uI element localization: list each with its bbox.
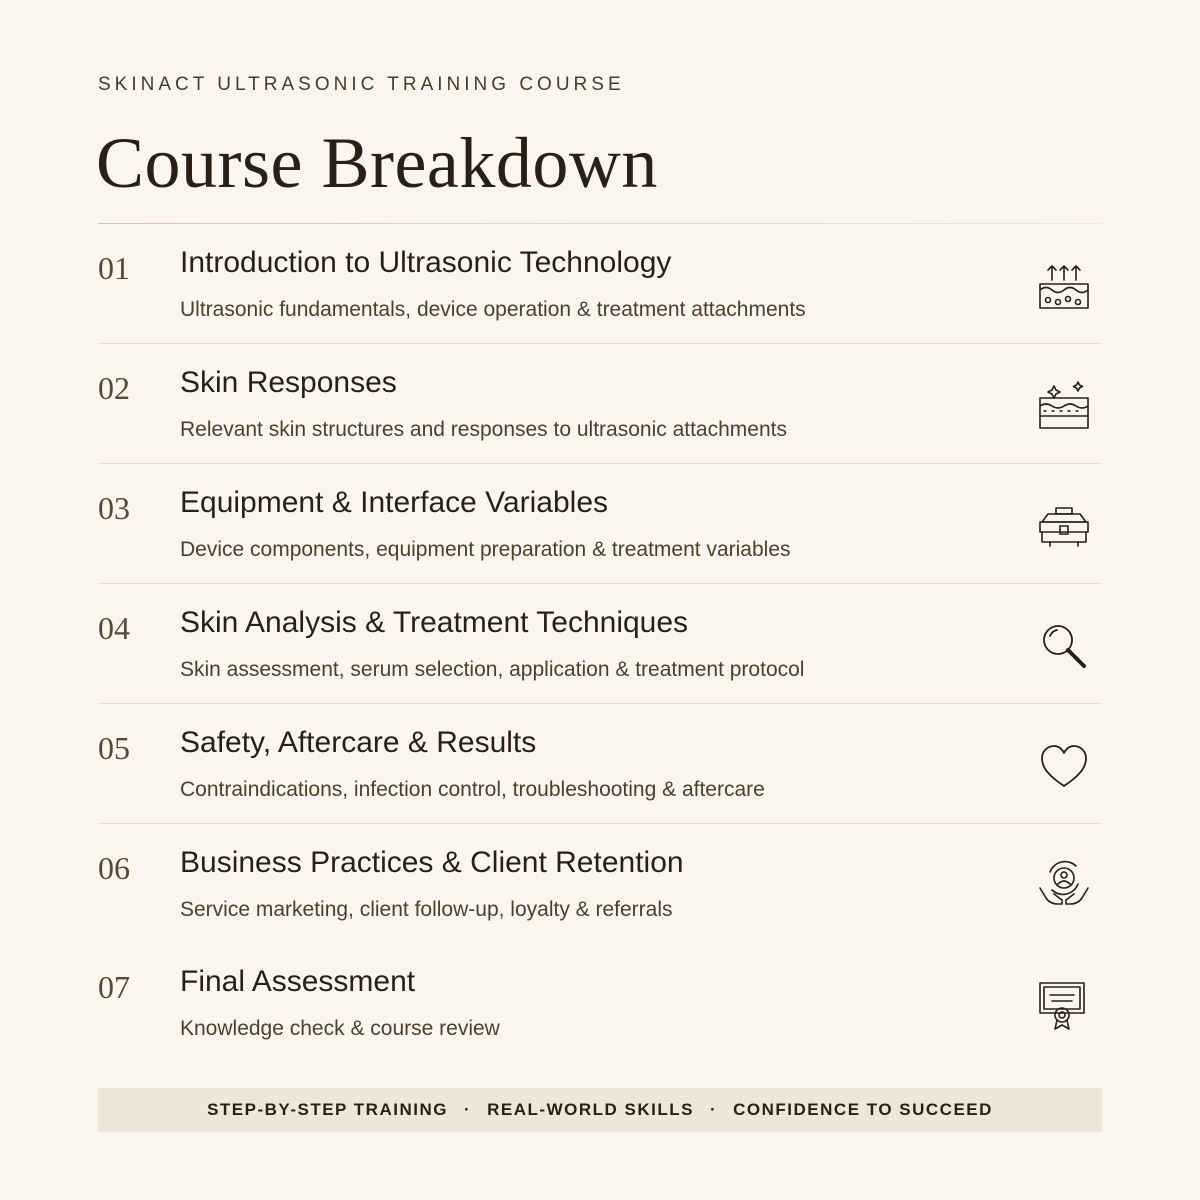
- module-row-04: [98, 584, 1102, 704]
- module-title: Introduction to Ultrasonic Technology: [180, 246, 672, 279]
- module-description: Ultrasonic fundamentals, device operation & treatment attachments: [180, 298, 806, 321]
- module-number: 06: [98, 850, 130, 886]
- skin-layers-icon: [1036, 378, 1092, 434]
- magnifier-icon: [1036, 618, 1092, 674]
- module-number: 05: [98, 730, 130, 766]
- module-title: Safety, Aftercare & Results: [180, 726, 537, 759]
- footer-separator: ·: [709, 1100, 718, 1119]
- footer-item-step-by-step: STEP-BY-STEP TRAINING: [207, 1100, 448, 1119]
- module-title: Business Practices & Client Retention: [180, 846, 684, 879]
- ultrasonic-waves-icon: [1036, 258, 1092, 314]
- page-title: Course Breakdown: [96, 123, 658, 203]
- module-description: Device components, equipment preparation & treatment variables: [180, 538, 791, 561]
- client-hands-icon: [1036, 858, 1092, 914]
- module-description: Service marketing, client follow-up, loyalty & referrals: [180, 898, 673, 921]
- eyebrow-text: SKINACT ULTRASONIC TRAINING COURSE: [98, 74, 625, 95]
- module-title: Skin Analysis & Treatment Techniques: [180, 606, 689, 639]
- heart-icon: [1036, 738, 1092, 794]
- module-description: Skin assessment, serum selection, application & treatment protocol: [180, 658, 805, 681]
- certificate-icon: [1036, 977, 1092, 1033]
- module-row-03: [98, 464, 1102, 584]
- module-row-02: [98, 344, 1102, 464]
- module-number: 03: [98, 490, 130, 526]
- module-number: 04: [98, 610, 130, 646]
- module-title: Skin Responses: [180, 366, 397, 399]
- module-number: 07: [98, 969, 130, 1005]
- module-number: 01: [98, 250, 130, 286]
- footer-separator: ·: [463, 1100, 472, 1119]
- module-description: Knowledge check & course review: [180, 1017, 500, 1040]
- module-description: Contraindications, infection control, troubleshooting & aftercare: [180, 778, 765, 801]
- module-description: Relevant skin structures and responses to ultrasonic attachments: [180, 418, 787, 441]
- module-row-05: [98, 704, 1102, 824]
- footer-item-real-world: REAL-WORLD SKILLS: [487, 1100, 694, 1119]
- footer-item-confidence: CONFIDENCE TO SUCCEED: [733, 1100, 993, 1119]
- module-row-07: [98, 943, 1102, 1062]
- module-title: Equipment & Interface Variables: [180, 486, 609, 519]
- module-title: Final Assessment: [180, 965, 416, 998]
- module-row-06: [98, 824, 1102, 943]
- module-row-01: [98, 224, 1102, 344]
- module-list: [98, 224, 1102, 1062]
- footer-banner: [98, 1088, 1102, 1132]
- toolbox-icon: [1036, 498, 1092, 554]
- module-number: 02: [98, 370, 130, 406]
